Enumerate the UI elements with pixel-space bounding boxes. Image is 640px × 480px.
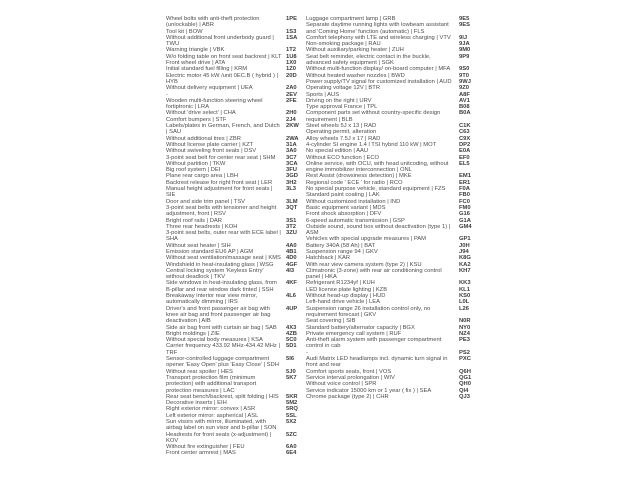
- option-code: 9JA: [459, 41, 470, 48]
- option-code: 9E5: [459, 16, 470, 22]
- option-description: Bright roof rails | DAR: [166, 217, 222, 224]
- option-description: 4-cylinder SI engine 1.4 l TSI hybrid 110 kW | MOT: [306, 141, 437, 148]
- option-code: 20D: [286, 72, 297, 79]
- option-code: 1S3: [286, 28, 297, 35]
- option-row: [306, 394, 476, 400]
- option-description: Driver's and front passenger air bag with knee air bag and front passenger air bag deactivation | AIB: [166, 305, 271, 325]
- option-description: Bright moldings | ZIE: [166, 330, 220, 337]
- option-description: Without heated washer nozzles | BWD: [306, 72, 405, 79]
- option-row: [306, 268, 476, 281]
- option-code: 4A0: [286, 242, 297, 249]
- option-description: Breakaway interior rear view mirror, automatically dimming | IRS: [166, 293, 258, 306]
- option-code: 5X2: [286, 419, 297, 425]
- option-description: Electric motor 45 kW /unit 0EC.B ( hybrid ) | HYB: [166, 72, 279, 85]
- option-description: Windshield in heat-insulating glass | WSG: [166, 261, 274, 268]
- option-code: 1PE: [286, 16, 297, 22]
- option-description: Regional code ' ECE ' for radio | RCO: [306, 179, 403, 186]
- option-description: Without voice control | SPR: [306, 381, 377, 388]
- option-code: 5K7: [286, 374, 297, 381]
- option-description: Right exterior mirror: convex | ASR: [166, 406, 256, 413]
- option-code: DP2: [459, 141, 471, 148]
- option-description: Without additional tires | ZBR: [166, 135, 241, 142]
- option-code: GP1: [459, 236, 471, 243]
- option-code: KA2: [459, 261, 471, 268]
- option-description: -: [166, 91, 168, 98]
- option-description: Separate daytime running lights with lowbeam assistant and 'Coming Home' function (automatic) | FLS: [306, 22, 449, 35]
- option-description: Tool kit | BOW: [166, 28, 203, 35]
- option-code: 3CA: [286, 160, 298, 167]
- option-code: ER1: [459, 179, 471, 186]
- option-row: [166, 343, 303, 356]
- option-description: Vehicles with special upgrade measures | PAM: [306, 236, 426, 243]
- option-description: Sun visors with mirror, illuminated, with airbag label on sun visor and b-pillar | SON: [166, 419, 277, 432]
- option-code: QJ3: [459, 393, 470, 400]
- option-description: Comfort telephony with LTE and wireless charging | VTV: [306, 34, 451, 41]
- option-code: QI4: [459, 387, 469, 394]
- option-code: 5KR: [286, 393, 298, 400]
- option-description: Without partition | TKW: [166, 160, 226, 167]
- option-row: [306, 110, 476, 123]
- option-description: Private emergency call system | RUF: [306, 330, 402, 337]
- option-description: No special edition | AAU: [306, 148, 369, 155]
- option-code: 5D1: [286, 343, 297, 350]
- option-description: Front shock absorption | DFV: [306, 211, 382, 218]
- option-description: Front center armrest | MAS: [166, 450, 236, 457]
- option-code: FC0: [459, 198, 470, 205]
- option-code: 9P9: [459, 53, 470, 60]
- option-description: Plane rear cargo area | LBH: [166, 173, 239, 180]
- option-code: 5ZC: [286, 431, 297, 438]
- option-description: Without multi-function display/ on-board computer | MFA: [306, 66, 451, 73]
- option-code: 2J4: [286, 116, 296, 123]
- option-description: Type approval France | TPL: [306, 104, 378, 111]
- option-row: [166, 280, 303, 293]
- option-row: [166, 73, 303, 86]
- option-code: 4ZB: [286, 330, 297, 337]
- option-code: G16: [459, 211, 470, 218]
- option-code: A8F: [459, 91, 470, 98]
- option-code: 5SL: [286, 412, 297, 419]
- option-code: 3H2: [286, 179, 297, 186]
- option-code: 3L3: [286, 186, 296, 193]
- option-code: 9S0: [459, 66, 470, 73]
- option-code: KS0: [459, 293, 471, 300]
- option-description: Power supply/TV signal for customized installation | AUD: [306, 78, 452, 85]
- option-row: [166, 356, 303, 369]
- option-code: 4I3: [286, 267, 295, 274]
- option-description: Without 'drive select' | CHA: [166, 110, 236, 117]
- option-description: 6-speed automatic transmission | GSP: [306, 217, 405, 224]
- option-description: Big roof system | DEI: [166, 167, 221, 174]
- option-description: Headrests for front seats (x-adjustment) | KOV: [166, 431, 272, 444]
- option-code: FM0: [459, 204, 471, 211]
- option-description: Operating voltage 12V | BTR: [306, 85, 381, 92]
- option-row: [166, 123, 303, 136]
- option-description: Suspension range 94 | GKV: [306, 248, 378, 255]
- option-code: 31A: [286, 141, 297, 148]
- option-row: [306, 224, 476, 237]
- option-code: 1X0: [286, 60, 297, 67]
- option-code: 2H0: [286, 110, 297, 117]
- option-code: L0L: [459, 299, 470, 306]
- option-code: 5M2: [286, 400, 298, 407]
- option-description: Seat covering | SIB: [306, 318, 356, 325]
- option-code: NZ4: [459, 330, 470, 337]
- option-description: Without ECO function | ECO: [306, 154, 380, 161]
- option-row: [166, 293, 303, 306]
- option-code: EL5: [459, 160, 470, 167]
- option-code: 3ZU: [286, 230, 297, 237]
- option-description: Rest Assist (drowsiness detection) | MKE: [306, 173, 412, 180]
- option-description: 3-point seat belts, outer rear with ECE label | SHA: [166, 230, 281, 243]
- option-description: Standard battery/alternator capacity | BGX: [306, 324, 415, 331]
- option-description: Left exterior mirror: aspherical | ASL: [166, 412, 259, 419]
- option-code: J0H: [459, 242, 470, 249]
- option-code: 1SA: [286, 34, 298, 41]
- option-description: Wooden multi-function steering wheel fortiptronic | LRA: [166, 97, 263, 111]
- option-description: Sports | AUS: [306, 91, 340, 98]
- option-code: KK3: [459, 280, 471, 287]
- option-description: 3-point seat belts with tensioner and height adjustment, front | RSV: [166, 204, 277, 218]
- option-description: Initial standard fuel filling | KRM: [166, 66, 248, 73]
- option-code: PE3: [459, 337, 470, 344]
- option-code: AV1: [459, 97, 470, 104]
- option-code: 2KW: [286, 123, 299, 130]
- option-description: Labels/plates in German, French, and Dutch | SAU: [166, 123, 280, 136]
- option-code: C63: [459, 129, 470, 136]
- option-description: Without fire extinguisher | FEU: [166, 444, 245, 451]
- option-row: [306, 337, 476, 350]
- option-code: 3S1: [286, 217, 297, 224]
- option-code: 3LM: [286, 198, 298, 205]
- option-row: [166, 205, 303, 218]
- option-code: EF0: [459, 154, 470, 161]
- option-code: C1K: [459, 123, 471, 130]
- option-code: C9X: [459, 135, 471, 142]
- option-description: Non-smoking package | RAU: [306, 41, 381, 48]
- option-row: [306, 356, 476, 369]
- option-description: Front wheel drive | ATA: [166, 60, 226, 67]
- option-code: 5C0: [286, 337, 297, 344]
- option-description: Without rear spoiler | HES: [166, 368, 233, 375]
- option-code: 3C7: [286, 154, 297, 161]
- option-row: [166, 306, 303, 325]
- option-description: Suspension range 26 installation control only, no requirement forecast | GKV: [306, 305, 431, 318]
- option-description: Service interval prolongation | WIV: [306, 374, 395, 381]
- options-list-left: [166, 16, 303, 457]
- option-code: 3A0: [286, 148, 297, 155]
- option-description: Battery 340A (58 Ah) | BAT: [306, 242, 376, 249]
- option-code: GM4: [459, 223, 472, 230]
- option-description: With rear view camera system (type 2) | KSU: [306, 261, 422, 268]
- option-description: Comfort sports seats, front | VOS: [306, 368, 392, 375]
- option-code: 6A0: [286, 444, 297, 451]
- option-code: 4B1: [286, 248, 297, 255]
- option-row: [306, 306, 476, 319]
- option-row: [166, 375, 303, 394]
- option-description: Without customized installation | IND: [306, 198, 401, 205]
- option-code: K8G: [459, 255, 471, 262]
- option-description: Anti-theft alarm system with passenger compartment control in cab: [306, 337, 442, 350]
- option-description: Decorative inserts | EIH: [166, 400, 227, 407]
- option-code: 2WA: [286, 135, 299, 142]
- option-description: Alloy wheels 7.5J x 17 | RAD: [306, 135, 381, 142]
- option-code: 2FE: [286, 97, 297, 104]
- options-list-right-body: [306, 16, 476, 400]
- options-list-right: [306, 16, 476, 400]
- option-description: Chrome package (type 2) | CHR: [306, 393, 389, 400]
- option-code: 4X3: [286, 324, 297, 331]
- option-row: [306, 22, 476, 35]
- options-list-left-body: [166, 16, 303, 457]
- option-description: Side air bag front with curtain air bag | SAB: [166, 324, 277, 331]
- option-description: Three rear headrests | KOH: [166, 223, 238, 230]
- option-description: Hatchback | KAR: [306, 255, 351, 262]
- option-description: Without head-up display | HUD: [306, 293, 386, 300]
- option-code: 3GD: [286, 173, 298, 180]
- option-code: QH0: [459, 381, 471, 388]
- option-description: Without seat heater | SIH: [166, 242, 231, 249]
- option-description: Door and side trim panel | TSV: [166, 198, 246, 205]
- option-description: Transport protection film (minimum protection) with additional transport protection measures | LAC: [166, 374, 257, 394]
- option-row: [166, 35, 303, 48]
- option-row: [166, 16, 303, 29]
- option-description: Comfort bumpers | STF: [166, 116, 227, 123]
- option-description: Warning triangle | VBK: [166, 47, 225, 54]
- option-code: KL1: [459, 286, 470, 293]
- option-code: 4D0: [286, 255, 297, 262]
- option-description: Emission standard EU6 AP | AGM: [166, 248, 254, 255]
- option-code: PS2: [459, 349, 470, 356]
- option-code: 1T2: [286, 47, 296, 54]
- option-code: 9WJ: [459, 78, 471, 85]
- option-description: 3-point seat belt for center rear seat | SHM: [166, 154, 276, 161]
- option-description: -: [306, 349, 308, 356]
- option-code: L26: [459, 305, 469, 312]
- option-row: [166, 186, 303, 199]
- option-description: Without license plate carrier | KZT: [166, 141, 254, 148]
- option-description: No special purpose vehicle, standard equipment | FZS: [306, 186, 446, 193]
- option-description: Without special body measures | KSA: [166, 337, 263, 344]
- option-row: [166, 268, 303, 281]
- option-code: 4KF: [286, 280, 297, 287]
- option-description: Left-hand drive vehicle | LEA: [306, 299, 381, 306]
- option-description: Rear seat bench/backrest, split folding | HIS: [166, 393, 279, 400]
- option-description: Basic equipment variant | MDS: [306, 204, 386, 211]
- option-code: NY0: [459, 324, 471, 331]
- option-code: 9M0: [459, 47, 471, 54]
- option-row: [166, 432, 303, 445]
- option-description: Luggage compartment lamp | GRB: [306, 16, 396, 22]
- option-code: EM1: [459, 173, 471, 180]
- option-description: Audi Matrix LED headlamps incl. dynamic turn signal in front and rear: [306, 356, 448, 369]
- option-code: 1Z0: [286, 66, 296, 73]
- option-description: Central locking system 'Keyless Entry' without deadlock | TKV: [166, 267, 264, 281]
- option-description: Carrier frequency 433.92 MHz-434.42 MHz | TRF: [166, 343, 280, 356]
- option-description: LED license plate lighting | KZB: [306, 286, 388, 293]
- option-code: 5I6: [286, 356, 295, 363]
- option-code: F0A: [459, 186, 470, 193]
- option-row: [306, 54, 476, 67]
- option-row: [166, 230, 303, 243]
- option-code: 3FU: [286, 167, 297, 174]
- option-description: Without auxiliary/parking heater | ZUH: [306, 47, 404, 54]
- option-description: Driving on the right | URV: [306, 97, 372, 104]
- option-code: PXC: [459, 356, 471, 363]
- option-description: Manual height adjustment for front seats | SIE: [166, 186, 273, 199]
- option-description: Outside sound, sound box without deactivation (type 1) | ASM: [306, 223, 451, 237]
- option-code: 4L6: [286, 293, 296, 300]
- option-code: Q6H: [459, 368, 471, 375]
- option-description: Wheel bolts with anti-theft protection (unlockable) | ABR: [166, 16, 260, 29]
- option-description: Operating permit, alteration: [306, 129, 377, 136]
- option-code: 4UP: [286, 305, 298, 312]
- option-code: E0A: [459, 148, 471, 155]
- option-description: Refrigerant R1234yf | KUH: [306, 280, 375, 287]
- option-code: 2EV: [286, 91, 297, 98]
- option-row: [166, 98, 303, 111]
- options-columns: [166, 16, 640, 457]
- option-row: [306, 161, 476, 174]
- option-code: 5RQ: [286, 406, 298, 413]
- option-description: Seat belt reminder, electric contact in the buckle, advanced safety equipment | SGK: [306, 53, 431, 67]
- option-code: 1U8: [286, 53, 297, 60]
- option-code: G1A: [459, 217, 471, 224]
- option-description: Component parts set without country-specific design requirement | BLB: [306, 110, 441, 123]
- option-description: W/o folding table on front seat backrest | KLT: [166, 53, 282, 60]
- option-code: 3T2: [286, 223, 296, 230]
- option-code: 4GF: [286, 261, 298, 268]
- option-description: Online service, with OCU, with head unitcoding, without engine immobilizer interconnection | ONL: [306, 160, 449, 174]
- option-description: Steel wheels 5J x 13 | RAD: [306, 123, 377, 130]
- option-description: Side windows in heat-insulating glass, from B-pillar and rear window dark tinted | SSH: [166, 280, 277, 293]
- option-code: FB0: [459, 192, 470, 199]
- option-code: 5J0: [286, 368, 296, 375]
- option-description: Standard paint coating | LAK: [306, 192, 380, 199]
- option-row: [166, 450, 303, 456]
- option-description: Without delivery equipment | UEA: [166, 85, 253, 92]
- option-code: 9ES: [459, 22, 470, 29]
- option-code: 3QT: [286, 204, 298, 211]
- option-description: Without seat ventilation/massage seat | KMS: [166, 255, 281, 262]
- option-code: KH7: [459, 267, 471, 274]
- option-code: 9IJ: [459, 34, 468, 41]
- option-code: N0R: [459, 318, 471, 325]
- option-code: QG1: [459, 374, 472, 381]
- option-description: Without swiveling front seats | DSV: [166, 148, 257, 155]
- option-description: Without additional front underbody guard | TWU: [166, 34, 274, 48]
- option-row: [166, 419, 303, 432]
- option-code: B0A: [459, 110, 471, 117]
- option-description: Sensor-controlled luggage compartment opener 'Easy Open' plus 'Easy Close' | SDH: [166, 356, 279, 369]
- option-description: Backrest release for right front seat | LER: [166, 179, 273, 186]
- option-code: J94: [459, 248, 469, 255]
- option-code: 9T0: [459, 72, 469, 79]
- option-code: 2A0: [286, 85, 297, 92]
- option-description: Service indicator 15000 km or 1 year ( fix ) | SEA: [306, 387, 432, 394]
- option-code: 9Z0: [459, 85, 469, 92]
- option-code: B08: [459, 104, 470, 111]
- option-code: 6E4: [286, 450, 297, 457]
- option-description: Climatronic (3-zone) with rear air conditioning control panel | HKA: [306, 267, 442, 281]
